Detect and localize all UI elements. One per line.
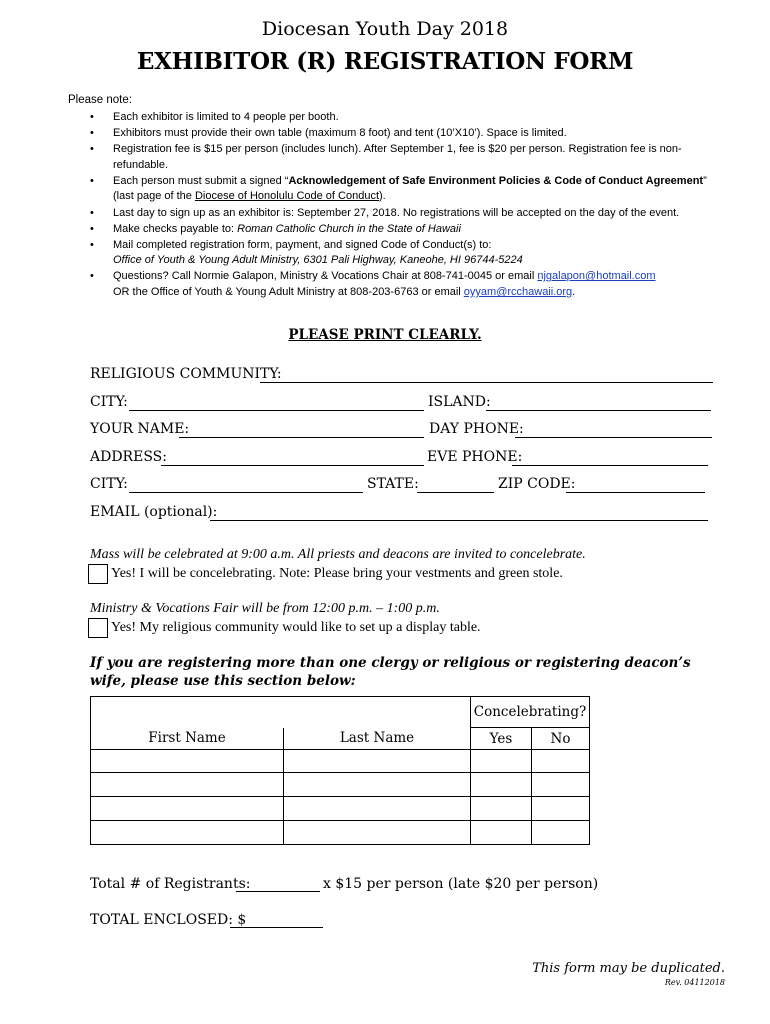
first-name-cell[interactable] [91,821,284,845]
note-item-checks: • Make checks payable to: Roman Catholic Church in the State of Hawaii [90,222,720,238]
zip-label: ZIP CODE: [498,476,576,492]
last-name-header: Last Name [284,728,471,750]
registrants-line[interactable] [236,891,320,892]
yes-cell[interactable] [471,797,532,821]
day-phone-line[interactable] [515,437,712,438]
no-cell[interactable] [532,797,590,821]
religious-community-line[interactable] [260,382,713,383]
address-label: ADDRESS: [90,449,167,465]
field-row-email [90,504,715,524]
first-name-cell[interactable] [91,773,284,797]
city-line[interactable] [129,410,424,411]
religious-community-label: RELIGIOUS COMMUNITY: [90,366,282,382]
event-title: Diocesan Youth Day 2018 [261,18,509,40]
note-item: • Each exhibitor is limited to 4 people per booth. [90,110,720,126]
address-line[interactable] [161,465,424,466]
yes-cell[interactable] [471,750,532,773]
note-item: • Exhibitors must provide their own table (maximum 8 foot) and tent (10’X10’). Space is limited. [90,126,720,142]
no-cell[interactable] [532,773,590,797]
email-label: EMAIL (optional): [90,504,218,520]
your-name-label: YOUR NAME: [90,421,190,437]
table-row [91,797,590,821]
display-table-checkbox[interactable] [88,618,108,638]
concelebrating-header: Concelebrating? [471,697,590,728]
yes-cell[interactable] [471,821,532,845]
no-header: No [532,728,590,750]
eve-phone-label: EVE PHONE: [427,449,523,465]
first-name-header: First Name [91,728,284,750]
note-item-mail: • Mail completed registration form, payment, and signed Code of Conduct(s) to: Office of Youth & Young Adult Ministry, 6301 Pali Highway, Kaneohe, HI 96744-5224 [90,238,720,269]
zip-line[interactable] [566,492,705,493]
registrants-label: Total # of Registrants: [90,876,251,892]
form-title: EXHIBITOR (R) REGISTRATION FORM [136,48,634,75]
city-line-2[interactable] [129,492,363,493]
concelebrating-label: Yes! I will be concelebrating. Note: Please bring your vestments and green stole. [111,566,563,581]
note-item: • Registration fee is $15 per person (includes lunch). After September 1, fee is $20 per person. Registration fee is non-refundable. [90,142,720,173]
print-clearly-heading: PLEASE PRINT CLEARLY. [288,327,482,343]
field-row-city-state-zip [90,476,715,496]
no-cell[interactable] [532,750,590,773]
city-label-2: CITY: [90,476,128,492]
state-line[interactable] [417,492,494,493]
concelebrating-checkbox[interactable] [88,564,108,584]
first-name-cell[interactable] [91,797,284,821]
last-name-cell[interactable] [284,797,471,821]
registrants-table [90,696,590,845]
notes-label: Please note: [68,94,132,106]
note-item-acknowledgement: • Each person must submit a signed “Acknowledgement of Safe Environment Policies & Code of Conduct Agreement” (last page of the Diocese of Honolulu Code of Conduct). [90,174,720,205]
fair-heading: Ministry & Vocations Fair will be from 12:00 p.m. – 1:00 p.m. [90,601,440,616]
table-header-blank [91,697,471,728]
state-label: STATE: [367,476,419,492]
per-person-text: x $15 per person (late $20 per person) [323,876,599,892]
total-enclosed-line[interactable] [230,927,323,928]
first-name-cell[interactable] [91,750,284,773]
table-row [91,821,590,845]
field-row-city-island [90,394,715,414]
last-name-cell[interactable] [284,750,471,773]
field-row-address-evephone [90,449,715,469]
note-item: • Last day to sign up as an exhibitor is: September 27, 2018. No registrations will be accepted on the day of the event. [90,206,720,222]
duplicate-note: This form may be duplicated. [532,961,725,976]
email-link-normie[interactable]: njgalapon@hotmail.com [537,270,656,283]
mass-heading: Mass will be celebrated at 9:00 a.m. All priests and deacons are invited to concelebrate. [90,547,586,562]
last-name-cell[interactable] [284,773,471,797]
island-line[interactable] [486,410,711,411]
email-line[interactable] [210,520,708,521]
day-phone-label: DAY PHONE: [429,421,524,437]
last-name-cell[interactable] [284,821,471,845]
yes-cell[interactable] [471,773,532,797]
email-link-oyyam[interactable]: oyyam@rcchawaii.org [463,286,573,299]
yes-header: Yes [471,728,532,750]
notes-list [90,110,720,301]
clergy-note: If you are registering more than one clergy or religious or registering deacon’s wife, please use this section below: [90,655,691,689]
island-label: ISLAND: [428,394,491,410]
your-name-line[interactable] [179,437,424,438]
eve-phone-line[interactable] [512,465,708,466]
table-row [91,750,590,773]
code-of-conduct-link[interactable]: Diocese of Honolulu Code of Conduct [194,190,380,203]
note-item-questions: • Questions? Call Normie Galapon, Ministry & Vocations Chair at 808-741-0045 or email njgalapon@hotmail.com OR the Office of Youth & Young Adult Ministry at 808-203-6763 or email oyyam@rcchawaii.org. [90,269,720,300]
city-label: CITY: [90,394,128,410]
total-enclosed-label: TOTAL ENCLOSED: $ [90,912,247,928]
no-cell[interactable] [532,821,590,845]
revision-number: Rev. 04112018 [664,978,725,987]
field-row-name-dayphone [90,421,715,441]
table-row [91,773,590,797]
display-table-label: Yes! My religious community would like to set up a display table. [111,620,481,635]
field-row-religious-community [90,366,715,386]
